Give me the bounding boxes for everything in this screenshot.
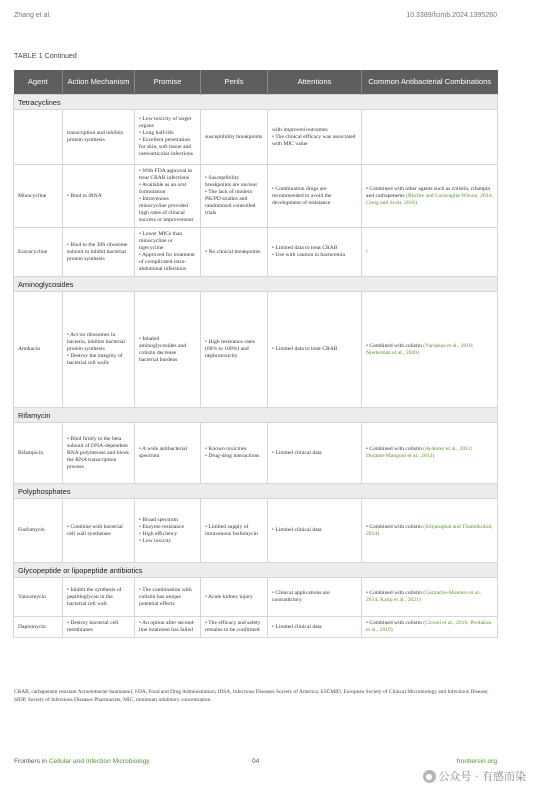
attentions-line: • Limited data to treat CRAB	[272, 346, 338, 352]
table-row	[14, 617, 498, 638]
running-header-doi: 10.3389/fcimb.2024.1395260	[406, 12, 497, 19]
group-row	[14, 277, 498, 292]
agent-cell: Fosfomycin	[14, 499, 63, 563]
promise-cell	[135, 165, 201, 228]
footer-journal	[14, 758, 150, 765]
footer-site: frontiersin.org	[456, 758, 497, 765]
combinations-cell	[362, 228, 498, 277]
table-row	[14, 578, 498, 617]
perils-cell	[201, 423, 268, 484]
agent-cell: Amikacin	[14, 292, 63, 408]
attentions-line: • Clinical applications are contradictory	[272, 590, 330, 603]
promise-cell	[135, 423, 201, 484]
action-line: • Bind to the 30S ribosome subunit to inhibit bacterial protein synthesis	[67, 241, 128, 262]
perils-line: • The efficacy and safety remains to be confirmed	[205, 620, 261, 633]
combinations-cell	[362, 578, 498, 617]
table-row	[14, 423, 498, 484]
col-header: Promise	[135, 70, 201, 95]
attentions-cell	[268, 110, 362, 165]
combinations-cell	[362, 292, 498, 408]
perils-cell	[201, 110, 268, 165]
combinations-text: • Combined with colistin	[366, 620, 424, 626]
promise-line: • Broad spectrum	[139, 516, 178, 523]
attentions-line: with improved outcomes	[272, 126, 328, 133]
perils-line: • Limited supply of intravenous fosfomycin	[205, 523, 258, 537]
action-line: • Combine with bacterial cell wall synthetase	[67, 523, 123, 537]
perils-line: • Drug-drug interactions	[205, 453, 260, 459]
promise-line: • Low toxicity of target organs	[139, 116, 192, 129]
perils-line: susceptibility breakpoints	[205, 133, 263, 140]
perils-cell	[201, 499, 268, 563]
perils-cell	[201, 165, 268, 228]
combinations-text: • Combined with colistin	[366, 523, 424, 530]
attentions-cell	[268, 499, 362, 563]
reference-link[interactable]: (Aydemir et al., 2013; Durante-Mangoni et al., 2013)	[366, 446, 473, 459]
col-header: Attentions	[268, 70, 362, 95]
attentions-line: • The clinical efficacy was associated with MIC value	[272, 133, 356, 147]
action-cell	[63, 228, 135, 277]
attentions-cell	[268, 292, 362, 408]
perils-line: • The lack of modern PK/PD studies and randomized controlled trials	[205, 189, 256, 216]
perils-cell	[201, 617, 268, 638]
perils-cell	[201, 228, 268, 277]
promise-cell	[135, 228, 201, 277]
action-line: • Destroy bacterial cell membranes	[67, 620, 119, 633]
table-caption	[14, 53, 77, 60]
running-header-authors: Zhang et al.	[14, 12, 51, 19]
table-body	[14, 95, 498, 638]
agent-cell: Vancomycin	[14, 578, 63, 617]
perils-cell	[201, 292, 268, 408]
promise-line: • Enzyme resistance	[139, 523, 185, 530]
group-row	[14, 95, 498, 110]
attentions-line: • Limited clinical data	[272, 623, 322, 630]
group-title: Glycopeptide or lipopeptide antibiotics	[14, 563, 498, 578]
action-line: • Bind firmly to the beta subunit of DNA-dependent RNA polymerase and block the RNA transcription process	[67, 435, 129, 470]
attentions-line: • Limited data to treat CRAB	[272, 245, 338, 251]
combinations-text: • Combined with colistin	[366, 590, 424, 596]
combinations-cell	[362, 165, 498, 228]
promise-line: • A wide antibacterial spectrum	[139, 446, 188, 459]
promise-line: • The combination with colistin has unique potential effects	[139, 586, 192, 607]
action-line: • Inhibit the synthesis of peptidoglycan in the bacterial cell wall	[67, 586, 122, 607]
table-row	[14, 292, 498, 408]
promise-line: • Intravenous minocycline provided high rates of clinical success or improvement	[139, 196, 194, 223]
promise-line: • Excellent penetration for skin, soft tissue and osteoarticular infections	[139, 137, 193, 157]
group-row	[14, 563, 498, 578]
reference-link[interactable]: (Sirijatuphat and Thamlikitkul, 2014)	[366, 523, 493, 537]
combinations-text: • Combined with colistin	[366, 446, 424, 452]
group-row	[14, 484, 498, 499]
footer-journal-prefix: Frontiers in	[14, 758, 49, 765]
attentions-line: • Limited clinical data	[272, 449, 322, 456]
attentions-line: • Combination drugs are recommended to avoid the development of resistance	[272, 185, 332, 206]
attentions-line: • Use with caution in bacteremia	[272, 252, 345, 258]
promise-line: • High efficiency	[139, 530, 178, 537]
table-caption-label: TABLE 1	[14, 53, 43, 60]
promise-cell	[135, 110, 201, 165]
action-cell	[63, 292, 135, 408]
group-row	[14, 408, 498, 423]
combinations-text: /	[366, 248, 368, 255]
wechat-icon: ●	[423, 770, 436, 783]
attentions-line: • Limited clinical data	[272, 527, 322, 533]
promise-line: • Long half-life	[139, 130, 174, 136]
footer-journal-name: Cellular and Infection Microbiology	[48, 758, 150, 765]
promise-line: • Low toxicity	[139, 537, 172, 544]
action-cell	[63, 165, 135, 228]
perils-line: • No clinical breakpoints	[205, 248, 261, 255]
attentions-cell	[268, 578, 362, 617]
table-row	[14, 228, 498, 277]
perils-line: • High resistance rates (68% to 100%) and nephrotoxicity	[205, 339, 255, 359]
watermark-text: 公众号 · 有感而染	[438, 770, 526, 783]
col-header: Action Mechanism	[63, 70, 135, 95]
reference-link[interactable]: (Ritchie and Garavaglia-Wilson, 2014; Greig and Scott, 2016)	[366, 192, 493, 206]
group-title: Aminoglycosides	[14, 277, 498, 292]
group-title: Polyphosphates	[14, 484, 498, 499]
col-header: Agent	[14, 70, 63, 95]
reference-link[interactable]: (Vardakas et al., 2018; Niederman et al., 2020)	[366, 342, 474, 356]
promise-line: • Lower MICs than minocycline or tigecycline	[139, 231, 183, 251]
action-cell	[63, 499, 135, 563]
action-cell	[63, 617, 135, 638]
combinations-cell	[362, 617, 498, 638]
antibacterial-table	[13, 70, 498, 638]
combinations-text: • Combined with colistin	[366, 342, 424, 349]
agent-cell	[14, 110, 63, 165]
perils-line: • Acute kidney injury	[205, 593, 253, 600]
group-title: Tetracyclines	[14, 95, 498, 110]
combinations-text: • Combined with other agents such as colistin, rifampin and carbapenems	[366, 185, 491, 199]
action-line: transcription and inhibits protein synthesis	[67, 130, 123, 143]
promise-line: • Approved for treatment of complicated intra-abdominal infections	[139, 252, 195, 272]
agent-cell: Minocycline	[14, 165, 63, 228]
promise-line: • Available as an oral formulation	[139, 182, 187, 195]
action-line: • Bind to tRNA	[67, 192, 102, 199]
watermark	[423, 768, 527, 784]
combinations-cell	[362, 423, 498, 484]
perils-cell	[201, 578, 268, 617]
col-header: Perils	[201, 70, 268, 95]
attentions-cell	[268, 423, 362, 484]
table-row	[14, 499, 498, 563]
group-title: Rifamycin	[14, 408, 498, 423]
perils-line: • Susceptibility breakpoints are unclear	[205, 175, 258, 188]
promise-line: • With FDA approval to treat CRAB infections	[139, 168, 193, 181]
attentions-cell	[268, 165, 362, 228]
attentions-cell	[268, 228, 362, 277]
action-cell	[63, 423, 135, 484]
action-cell	[63, 110, 135, 165]
action-line: • Destroy the integrity of bacterial cell walls	[67, 353, 123, 366]
reference-link[interactable]: (Garnacho-Montero et al., 2014; Katip et al., 2021)	[366, 590, 482, 603]
table-footnote: CRAB, carbapenem resistant Acinetobacter baumannii; FDA, Food and Drug Administration; IDSA, Infectious Diseases Society of America; ESCMID, European Society of Clinical Microbiology and Infectious Disease; SIDP, Society of Infectious Diseases Pharmacists; MIC, minimum inhibitory concentration.	[14, 689, 489, 703]
promise-cell	[135, 617, 201, 638]
promise-cell	[135, 578, 201, 617]
promise-cell	[135, 292, 201, 408]
action-line: • Act on ribosomes in bacteria, inhibits bacterial protein synthesis	[67, 332, 125, 352]
agent-cell: Rifampicin	[14, 423, 63, 484]
table-caption-text: Continued	[44, 53, 77, 60]
footer-page-number: 04	[252, 758, 260, 765]
promise-line: • An option after second-line treatment has failed	[139, 620, 196, 633]
table-row	[14, 165, 498, 228]
attentions-cell	[268, 617, 362, 638]
table-row	[14, 110, 498, 165]
promise-line: • Inhaled aminoglycosides and colistin decrease bacterial burdens	[139, 335, 187, 363]
table-header-row	[14, 70, 498, 95]
combinations-cell	[362, 499, 498, 563]
perils-line: • Known toxicities	[205, 446, 247, 452]
reference-link[interactable]: (Cirioni et al., 2016; Perdakou et al., 2019)	[366, 620, 492, 633]
promise-cell	[135, 499, 201, 563]
combinations-cell	[362, 110, 498, 165]
action-cell	[63, 578, 135, 617]
col-header: Common Antibacterial Combinations	[362, 70, 498, 95]
agent-cell: Daptomycin	[14, 617, 63, 638]
agent-cell: Eravacycline	[14, 228, 63, 277]
